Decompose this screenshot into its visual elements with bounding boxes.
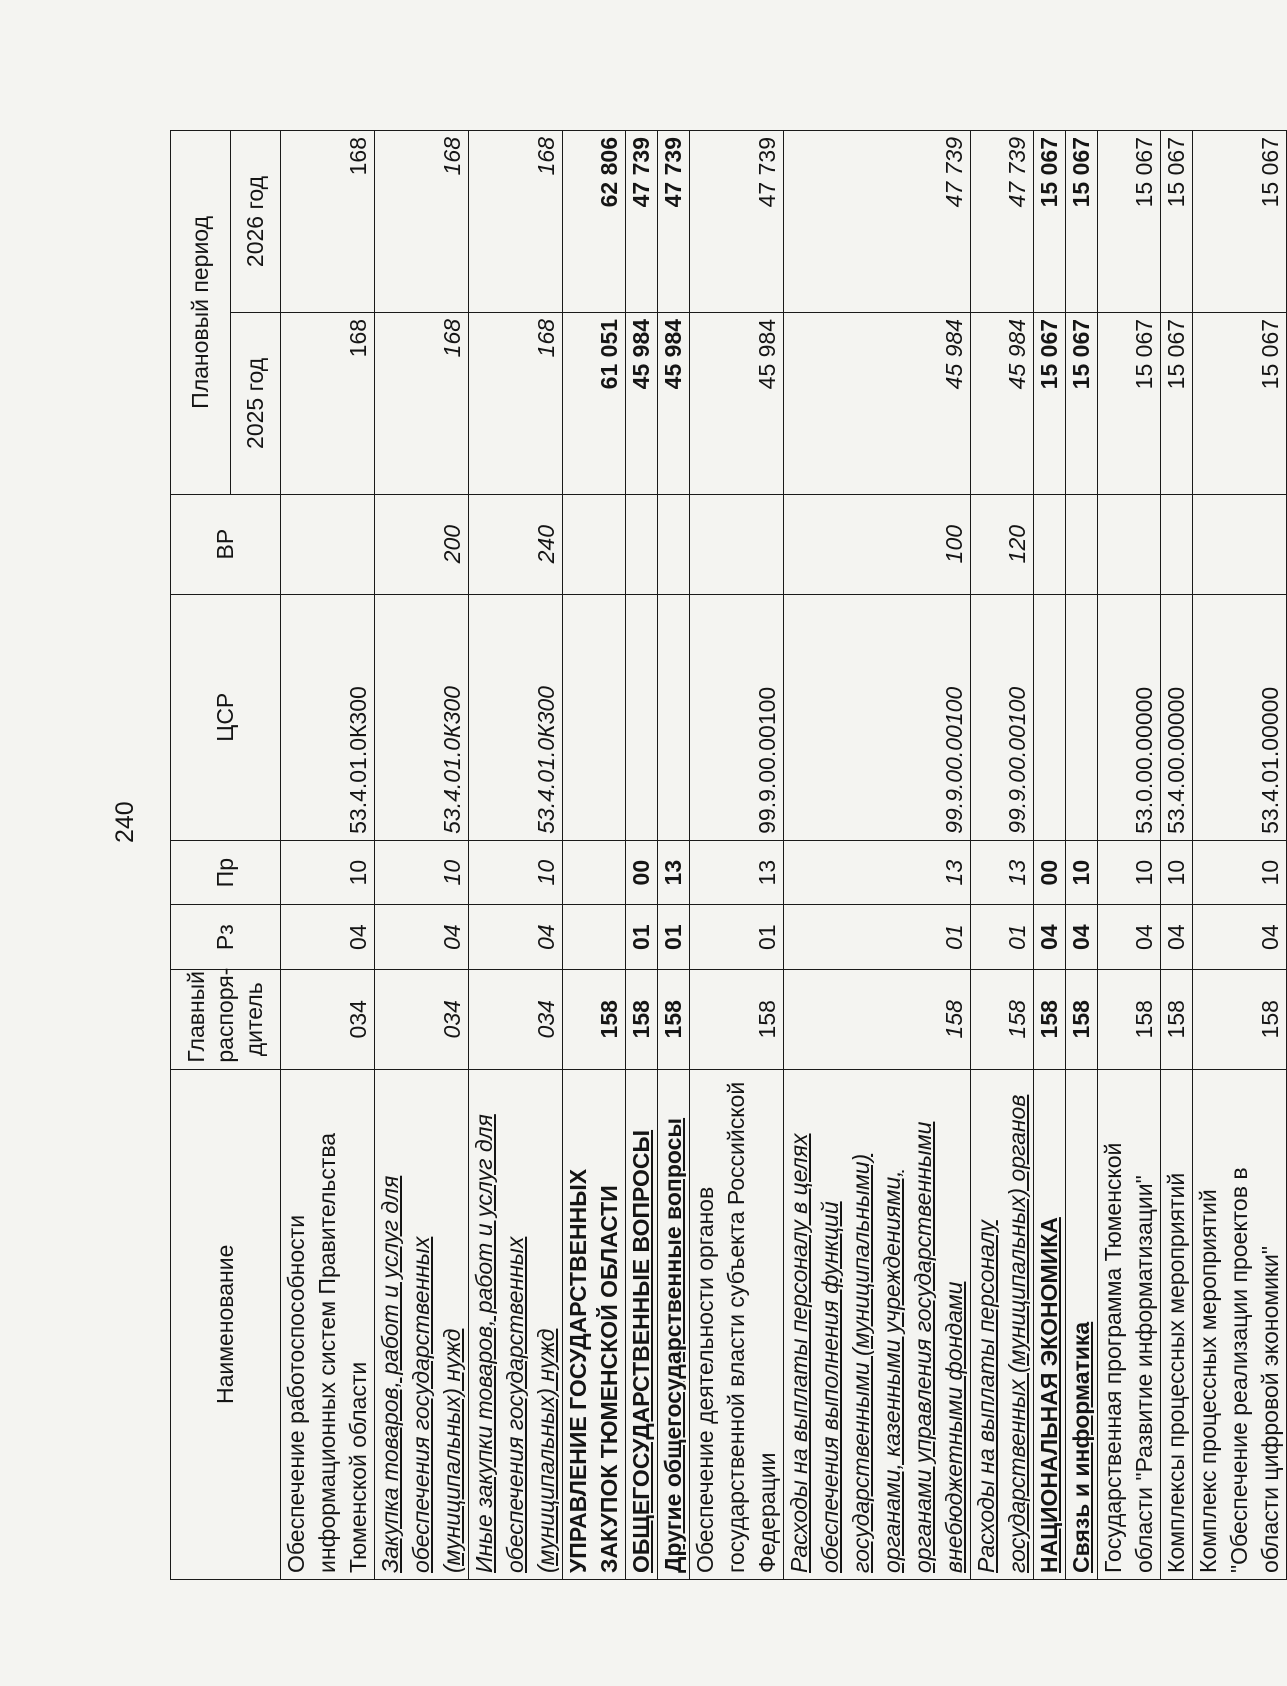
row-target-article [1193,594,1287,840]
row-amount-2026-text: 15 067 [1163,137,1189,208]
row-amount-2026 [690,131,784,313]
row-main-manager-text: 158 [754,1000,780,1039]
row-name [690,1069,784,1579]
row-expense-type [375,494,469,594]
row-name [1161,1069,1193,1579]
row-main-manager [971,969,1034,1069]
row-subsection-text: 00 [628,859,654,886]
row-target-article-text: 53.4.01.0К300 [345,686,371,834]
table-row [563,131,626,1580]
table-row [658,131,690,1580]
table-row [784,131,971,1580]
row-expense-type-text: 200 [439,524,465,564]
table-row [375,131,469,1580]
row-amount-2026-text: 168 [345,137,371,176]
row-name-text: Другие общегосударственные вопросы [660,1117,686,1573]
row-subsection-text: 10 [345,859,371,886]
row-section-text: 04 [1257,924,1283,950]
row-target-article-text: 99.9.00.00100 [754,686,780,834]
row-section-text: 04 [1068,924,1094,950]
row-section [690,905,784,970]
table-row [1066,131,1098,1580]
row-amount-2026-text: 47 739 [628,137,654,208]
header-target-article: ЦСР [171,594,281,840]
row-amount-2026 [784,131,971,313]
page-number: 240 [111,801,139,843]
row-section-text: 04 [533,924,559,950]
row-amount-2025-text: 15 067 [1257,318,1283,390]
row-name-text: Государственная программа Тюменской области "Развитие информатизации" [1100,1142,1157,1573]
row-amount-2025-text: 61 051 [596,318,622,390]
row-expense-type [971,494,1034,594]
row-main-manager-text: 158 [596,1000,622,1039]
row-amount-2026 [1161,131,1193,313]
row-section-text: 04 [1036,924,1062,950]
row-name-text: НАЦИОНАЛЬНАЯ ЭКОНОМИКА [1036,1217,1062,1573]
row-name [1098,1069,1161,1579]
row-expense-type [626,494,658,594]
row-subsection-text: 10 [1257,859,1283,886]
header-expense-type: ВР [171,494,281,594]
row-section [281,905,375,970]
row-subsection-text: 10 [1163,859,1189,886]
row-target-article [658,594,690,840]
row-subsection [1193,840,1287,905]
row-main-manager [1161,969,1193,1069]
row-main-manager [1193,969,1287,1069]
row-subsection [658,840,690,905]
row-target-article-text: 53.4.01.00000 [1257,686,1283,834]
row-section-text: 01 [628,924,654,950]
row-subsection-text: 00 [1036,859,1062,886]
row-main-manager [563,969,626,1069]
row-name-text: Комплексы процессных мероприятий [1163,1172,1189,1573]
table-row [1193,131,1287,1580]
row-section [658,905,690,970]
row-main-manager [1098,969,1161,1069]
row-amount-2025 [563,312,626,494]
row-amount-2025-text: 168 [439,318,465,358]
row-amount-2026 [658,131,690,313]
row-expense-type-text: 240 [533,524,559,564]
row-amount-2025 [971,312,1034,494]
row-name [626,1069,658,1579]
row-amount-2025-text: 15 067 [1163,318,1189,390]
row-amount-2026-text: 15 067 [1257,137,1283,208]
table-row [626,131,658,1580]
row-section [626,905,658,970]
row-subsection [375,840,469,905]
row-target-article [1034,594,1066,840]
row-section-text: 04 [1131,924,1157,950]
row-main-manager [1034,969,1066,1069]
row-name-text: Обеспечение деятельности органов государственной власти субъекта Российской Федерации [692,1081,780,1573]
row-name [1034,1069,1066,1579]
row-amount-2025-text: 168 [345,318,371,358]
row-main-manager-text: 158 [1131,1000,1157,1039]
row-amount-2025 [1034,312,1066,494]
row-main-manager [469,969,563,1069]
row-amount-2025 [469,312,563,494]
row-target-article [469,594,563,840]
row-section [1034,905,1066,970]
header-year-2026: 2026 год [231,131,281,313]
row-amount-2026-text: 47 739 [754,137,780,208]
row-subsection [784,840,971,905]
row-expense-type [281,494,375,594]
row-section [1161,905,1193,970]
row-amount-2025-text: 45 984 [660,318,686,390]
row-subsection-text: 13 [660,859,686,886]
row-section-text: 04 [345,924,371,950]
row-section-text: 04 [1163,924,1189,950]
row-name [658,1069,690,1579]
row-subsection-text: 10 [1068,859,1094,886]
row-section-text: 01 [941,924,967,950]
row-section [1193,905,1287,970]
row-amount-2026-text: 15 067 [1036,137,1062,208]
table-row [469,131,563,1580]
header-main-manager-line-3: дитель [241,982,267,1057]
row-name-text: Связь и информатика [1068,1321,1094,1573]
row-target-article [281,594,375,840]
row-amount-2026-text: 15 067 [1131,137,1157,208]
row-name-text: Расходы на выплаты персоналу в целях обеспечения выполнения функций государственными (муниципальными) органами, казенными учреждениями, органами управления государственными внебюджетными фондами [786,1121,967,1573]
row-amount-2026-text: 168 [439,137,465,176]
row-section [784,905,971,970]
row-main-manager-text: 158 [941,1000,967,1039]
row-main-manager-text: 034 [533,1000,559,1039]
row-subsection-text: 13 [941,859,967,886]
row-section [469,905,563,970]
row-subsection-text: 13 [1004,859,1030,886]
row-amount-2026 [1193,131,1287,313]
row-target-article [1066,594,1098,840]
row-amount-2025 [281,312,375,494]
row-subsection [1161,840,1193,905]
row-subsection-text: 10 [533,859,559,886]
row-amount-2025-text: 15 067 [1068,318,1094,390]
row-subsection [1066,840,1098,905]
row-amount-2025 [1098,312,1161,494]
row-name-text: Иные закупки товаров, работ и услуг для обеспечения государственных (муниципальных) нужд [471,1114,559,1573]
row-subsection-text: 10 [439,859,465,886]
row-section-text: 04 [439,924,465,950]
row-target-article [971,594,1034,840]
row-section-text: 01 [754,924,780,950]
row-subsection [281,840,375,905]
row-name [1066,1069,1098,1579]
row-target-article-text: 99.9.00.00100 [941,686,967,834]
row-name [1193,1069,1287,1579]
row-expense-type-text: 120 [1004,524,1030,564]
row-amount-2025 [1066,312,1098,494]
row-expense-type-text: 100 [941,524,967,564]
row-subsection-text: 10 [1131,859,1157,886]
row-amount-2025-text: 168 [533,318,559,358]
row-target-article [784,594,971,840]
row-amount-2026 [1098,131,1161,313]
row-name-text: Комплекс процессных мероприятий "Обеспечение реализации проектов в области цифровой экономики" [1195,1167,1283,1573]
row-main-manager-text: 158 [628,1000,654,1039]
row-main-manager-text: 158 [1068,1000,1094,1039]
row-subsection [971,840,1034,905]
row-section [563,905,626,970]
row-amount-2026-text: 62 806 [596,137,622,208]
row-main-manager-text: 158 [1163,1000,1189,1039]
row-name [784,1069,971,1579]
row-name [971,1069,1034,1579]
row-main-manager [626,969,658,1069]
row-subsection [626,840,658,905]
row-main-manager-text: 158 [1004,1000,1030,1039]
row-target-article-text: 53.4.00.00000 [1163,686,1189,834]
row-target-article [690,594,784,840]
row-expense-type [658,494,690,594]
row-amount-2026-text: 47 739 [941,137,967,208]
header-section: Рз [171,905,281,970]
row-amount-2026 [375,131,469,313]
row-amount-2026-text: 168 [533,137,559,176]
row-target-article-text: 99.9.00.00100 [1004,686,1030,834]
row-name-text: Расходы на выплаты персоналу государственных (муниципальных) органов [973,1094,1030,1573]
row-main-manager [1066,969,1098,1069]
row-amount-2026 [469,131,563,313]
row-subsection [690,840,784,905]
row-subsection-text: 13 [754,859,780,886]
row-name [469,1069,563,1579]
row-amount-2025-text: 45 984 [754,318,780,390]
row-amount-2026 [281,131,375,313]
row-amount-2025-text: 15 067 [1131,318,1157,390]
row-expense-type [1066,494,1098,594]
rotated-table-area [170,130,1283,1580]
row-amount-2026-text: 15 067 [1068,137,1094,208]
row-main-manager-text: 034 [439,1000,465,1039]
row-amount-2025 [658,312,690,494]
row-amount-2026 [1066,131,1098,313]
row-amount-2026 [971,131,1034,313]
row-name [281,1069,375,1579]
header-subsection: Пр [171,840,281,905]
header-year-2025: 2025 год [231,312,281,494]
row-amount-2026 [626,131,658,313]
row-section-text: 01 [1004,924,1030,950]
row-subsection [1098,840,1161,905]
row-main-manager [375,969,469,1069]
row-section [1066,905,1098,970]
row-expense-type [690,494,784,594]
table-row [1034,131,1066,1580]
row-main-manager [690,969,784,1069]
table-row [281,131,375,1580]
row-expense-type [563,494,626,594]
row-amount-2025 [690,312,784,494]
row-amount-2026 [563,131,626,313]
row-target-article [626,594,658,840]
row-amount-2025 [784,312,971,494]
table-row [690,131,784,1580]
header-main-manager-line-1: Главный [183,970,209,1063]
row-name-text: Закупка товаров, работ и услуг для обеспечения государственных (муниципальных) нужд [377,1175,465,1573]
row-target-article-text: 53.4.01.0К300 [533,686,559,834]
row-main-manager [784,969,971,1069]
row-subsection [1034,840,1066,905]
row-amount-2025 [626,312,658,494]
row-target-article-text: 53.4.01.0К300 [439,686,465,834]
row-amount-2026 [1034,131,1066,313]
row-section [1098,905,1161,970]
row-main-manager [281,969,375,1069]
budget-table [170,130,1287,1580]
row-name-text: Обеспечение работоспособности информационных систем Правительства Тюменской области [283,1132,371,1573]
row-expense-type [1034,494,1066,594]
row-name [375,1069,469,1579]
row-target-article [1098,594,1161,840]
row-target-article [375,594,469,840]
row-main-manager-text: 158 [660,1000,686,1039]
table-header-row [171,131,231,1580]
row-amount-2025-text: 15 067 [1036,318,1062,390]
header-main-manager [171,969,281,1069]
row-amount-2026-text: 47 739 [1004,137,1030,208]
header-name: Наименование [171,1069,281,1579]
table-row [971,131,1034,1580]
row-target-article-text: 53.0.00.00000 [1131,686,1157,834]
row-name-text: ОБЩЕГОСУДАРСТВЕННЫЕ ВОПРОСЫ [628,1129,654,1573]
row-expense-type [1193,494,1287,594]
row-amount-2025-text: 45 984 [941,318,967,390]
row-amount-2025-text: 45 984 [1004,318,1030,390]
row-section [971,905,1034,970]
table-row [1161,131,1193,1580]
row-amount-2025 [1161,312,1193,494]
row-section [375,905,469,970]
row-target-article [563,594,626,840]
row-expense-type [469,494,563,594]
row-amount-2025 [375,312,469,494]
row-expense-type [1098,494,1161,594]
row-subsection [563,840,626,905]
row-target-article [1161,594,1193,840]
row-section-text: 01 [660,924,686,950]
row-amount-2025-text: 45 984 [628,318,654,390]
row-name-text: УПРАВЛЕНИЕ ГОСУДАРСТВЕННЫХ ЗАКУПОК ТЮМЕНСКОЙ ОБЛАСТИ [565,1168,622,1573]
row-subsection [469,840,563,905]
row-amount-2025 [1193,312,1287,494]
table-row [1098,131,1161,1580]
row-main-manager [658,969,690,1069]
table-body [281,131,1287,1580]
row-main-manager-text: 034 [345,1000,371,1039]
row-name [563,1069,626,1579]
row-expense-type [784,494,971,594]
row-main-manager-text: 158 [1257,1000,1283,1039]
header-main-manager-line-2: распоря- [212,967,238,1063]
header-planned-period: Плановый период [171,131,231,495]
row-expense-type [1161,494,1193,594]
row-main-manager-text: 158 [1036,1000,1062,1039]
row-amount-2026-text: 47 739 [660,137,686,208]
